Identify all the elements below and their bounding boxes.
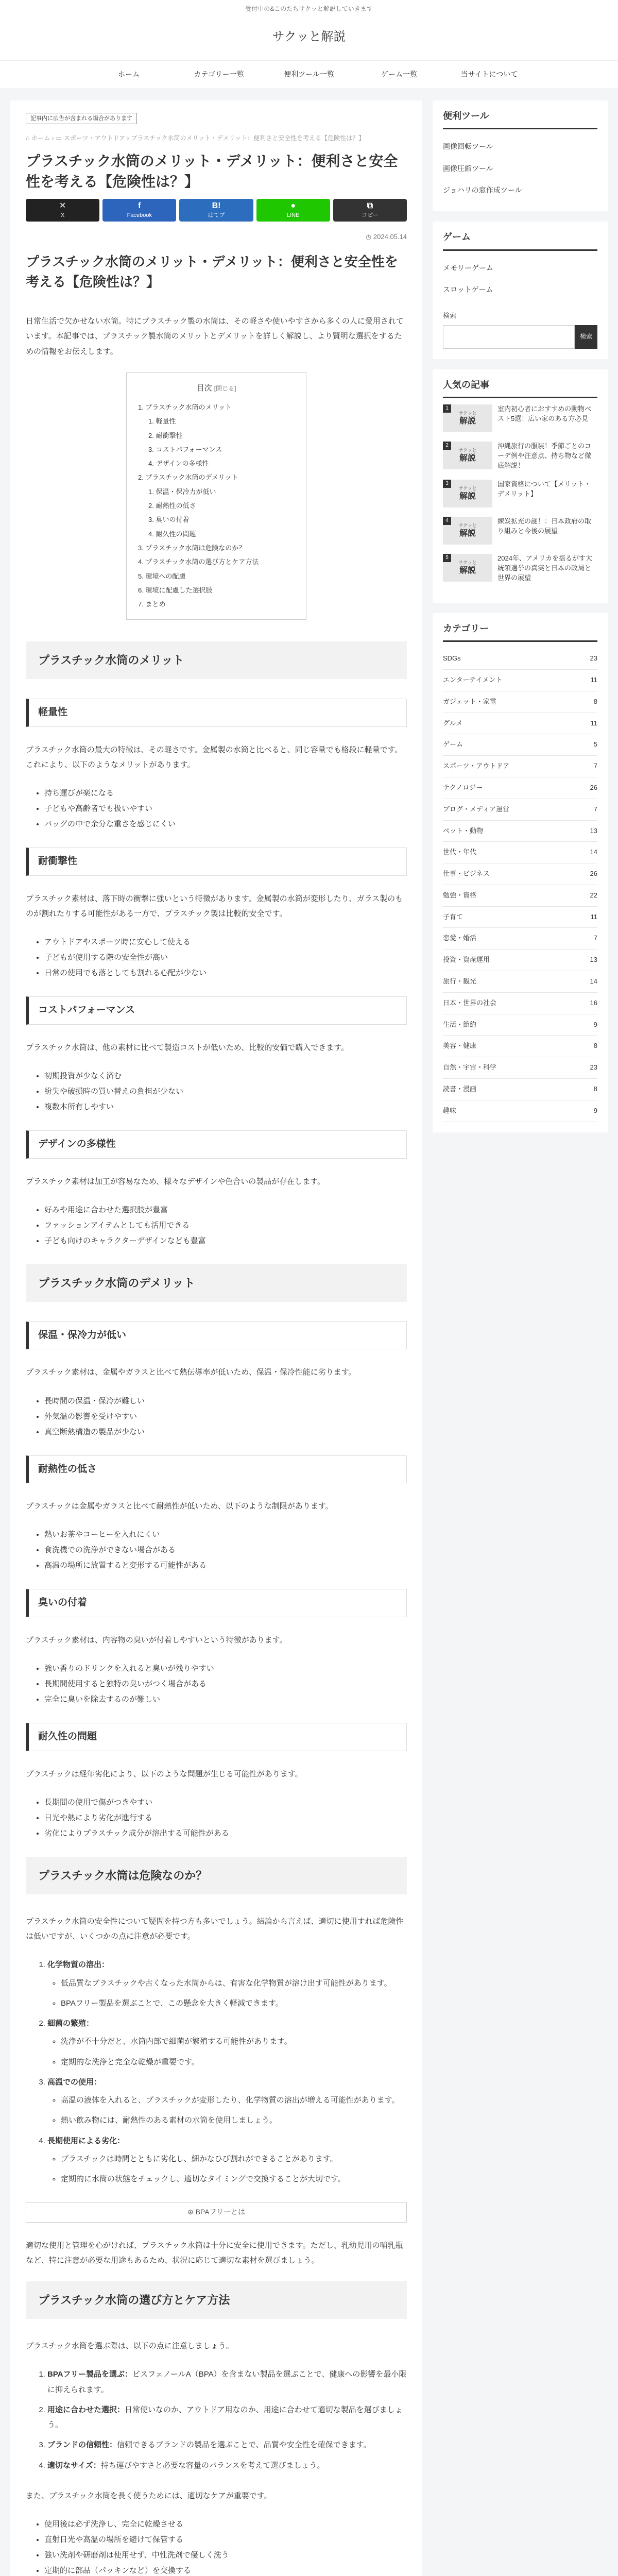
list-item: • 日光や熱により劣化が進行する xyxy=(44,1810,407,1826)
toc-item[interactable]: 4. デザインの多様性 xyxy=(148,460,209,468)
game-link[interactable]: スロットゲーム xyxy=(443,285,493,294)
category-item[interactable] xyxy=(443,907,597,928)
category-name: 仕事・ビジネス xyxy=(443,870,490,878)
toc-item[interactable]: 1. 軽量性 xyxy=(148,417,176,426)
list-item: • 紛失や破損時の買い替えの負担が少ない xyxy=(44,1084,407,1099)
category-count: 8 xyxy=(593,1042,597,1050)
ad-notice: 記事内に広告が含まれる場合があります xyxy=(26,113,137,125)
category-count: 23 xyxy=(590,1063,597,1072)
facebook-icon: f xyxy=(138,201,141,211)
thumbnail: 2 サクッと 解説 xyxy=(443,442,492,469)
toc-item[interactable]: 3. コストパフォーマンス xyxy=(148,445,222,453)
thumbnail: 3 サクッと 解説 xyxy=(443,480,492,507)
popular-item[interactable] xyxy=(443,480,597,507)
share-buttons xyxy=(26,199,407,222)
category-count: 22 xyxy=(590,891,597,899)
subsection-heat: 耐熱性の低さ xyxy=(26,1455,407,1484)
post-heading: プラスチック水筒のメリット・デメリット：便利さと安全性を考える【危険性は？】 xyxy=(26,254,398,290)
nav-item-about[interactable]: 当サイトについて xyxy=(460,70,518,78)
list-item: • ファッションアイテムとしても活用できる xyxy=(44,1218,407,1233)
category-name: 日本・世界の社会 xyxy=(443,998,497,1007)
toc-title: 目次 [閉じる] xyxy=(196,383,236,393)
category-name: 勉強・資格 xyxy=(443,891,477,899)
list-item: • 直射日光や高温の場所を避けて保管する xyxy=(44,2532,407,2548)
rank-badge: 5 xyxy=(443,554,451,562)
category-item[interactable] xyxy=(443,1014,597,1036)
list-item: • 定期的に部品（パッキンなど）を交換する xyxy=(44,2563,407,2576)
list-item: • 使用後は必ず洗浄し、完全に乾燥させる xyxy=(44,2517,407,2532)
nav-item-games[interactable]: ゲーム一覧 xyxy=(381,70,417,78)
share-facebook-button[interactable]: f Facebook xyxy=(102,199,176,222)
category-name: 投資・資産運用 xyxy=(443,956,490,964)
list-item: • 長期間使用すると独特の臭いがつく場合がある xyxy=(44,1676,407,1692)
list-item: 4. 長期使用による劣化： ◦ プラスチックは時間とともに劣化し、細かなひび割れができることがあります。 ◦ 定期的に水筒の状態をチェックし、適切なタイミングで交換することが大切です。 xyxy=(47,2133,407,2187)
list-item: 4. 適切なサイズ：持ち運びやすさと必要な容量のバランスを考えて選びましょう。 xyxy=(47,2458,407,2473)
clock-icon: ◷ xyxy=(365,232,372,241)
popular-title: 2024年、アメリカを揺るがす大統領選挙の真実と日本の政局と世界の展望 xyxy=(497,554,593,582)
tool-link[interactable]: 画像圧縮ツール xyxy=(443,164,493,173)
popular-item[interactable] xyxy=(443,404,597,432)
subsection-design: デザインの多様性 xyxy=(26,1130,407,1159)
category-count: 11 xyxy=(590,675,597,684)
subsection-durability: 耐久性の問題 xyxy=(26,1723,407,1751)
category-count: 13 xyxy=(590,826,597,835)
share-line-button[interactable]: ● LINE xyxy=(256,199,330,222)
toc-item[interactable]: 3. プラスチック水筒は危険なのか？ xyxy=(138,544,246,552)
category-item[interactable] xyxy=(443,1079,597,1100)
category-name: 趣味 xyxy=(443,1106,457,1114)
category-count: 7 xyxy=(593,762,597,770)
section-danger: プラスチック水筒は危険なのか？ xyxy=(26,1857,407,1894)
list-item: • 完全に臭いを除去するのが難しい xyxy=(44,1692,407,1707)
nav-item-categories[interactable]: カテゴリー一覧 xyxy=(194,70,244,78)
widget-title: 人気の記事 xyxy=(443,379,597,398)
list-item: • 初期投資が少なく済む xyxy=(44,1069,407,1084)
section-choose: プラスチック水筒の選び方とケア方法 xyxy=(26,2281,407,2319)
widget-title: カテゴリー xyxy=(443,622,597,642)
popular-item[interactable] xyxy=(443,517,597,545)
list-item: 1. 化学物質の溶出： ◦ 低品質なプラスチックや古くなった水筒からは、有害な化学物質が溶け出す可能性があります。 ◦ BPAフリー製品を選ぶことで、この懸念を大きく軽減できます。 xyxy=(47,1957,407,2011)
toc-item[interactable]: 2. 耐熱性の低さ xyxy=(148,502,196,510)
category-item[interactable] xyxy=(443,1100,597,1122)
category-item[interactable] xyxy=(443,713,597,735)
popular-title: 室内初心者におすすめの動物ベスト5選！広い家のある方必見 xyxy=(497,404,592,422)
list-item: • 真空断熱構造の製品が少ない xyxy=(44,1425,407,1440)
list-item: • 子どもが使用する際の安全性が高い xyxy=(44,950,407,965)
paragraph: プラスチック素材は、金属やガラスと比べて熱伝導率が低いため、保温・保冷性能に劣ります。 xyxy=(26,1368,356,1377)
list-item: • 劣化によりプラスチック成分が溶出する可能性がある xyxy=(44,1826,407,1841)
post-date: ◷ 2024.05.14 xyxy=(365,232,407,241)
category-count: 16 xyxy=(590,998,597,1007)
category-name: ペット・動物 xyxy=(443,826,484,835)
game-link[interactable]: メモリーゲーム xyxy=(443,263,493,272)
list-item: • 子どもや高齢者でも扱いやすい xyxy=(44,801,407,817)
nav-item-tools[interactable]: 便利ツール一覧 xyxy=(284,70,334,78)
main-content xyxy=(10,100,422,2576)
category-name: 世代・年代 xyxy=(443,848,477,856)
toc-item[interactable]: 4. 耐久性の問題 xyxy=(148,530,196,538)
list-item: ◦ 熱い飲み物には、耐熱性のある素材の水筒を使用しましょう。 xyxy=(61,2113,407,2128)
rank-badge: 1 xyxy=(443,404,451,413)
category-name: 自然・宇宙・科学 xyxy=(443,1063,497,1072)
category-item[interactable] xyxy=(443,1057,597,1079)
list-item: 1. BPAフリー製品を選ぶ：ビスフェノールA（BPA）を含まない製品を選ぶことで、健康への影響を最小限に抑えられます。 xyxy=(47,2367,407,2397)
hatena-icon: B! xyxy=(212,201,221,211)
line-icon: ● xyxy=(290,201,296,211)
bullet-list xyxy=(44,1661,407,1707)
category-item[interactable] xyxy=(443,950,597,971)
sidebar xyxy=(433,100,608,2576)
breadcrumb xyxy=(26,133,407,143)
category-item[interactable] xyxy=(443,799,597,821)
subsection-smell: 臭いの付着 xyxy=(26,1589,407,1617)
tool-link[interactable]: ジョハリの窓作成ツール xyxy=(443,185,522,194)
category-name: エンターテイメント xyxy=(443,675,503,684)
category-count: 14 xyxy=(590,977,597,986)
post-title: プラスチック水筒のメリット・デメリット：便利さと安全性を考える【危険性は？】 xyxy=(26,152,398,190)
rank-badge: 4 xyxy=(443,517,451,525)
category-count: 8 xyxy=(593,697,597,705)
category-name: グルメ xyxy=(443,719,463,727)
paragraph: プラスチック素材は、落下時の衝撃に強いという特徴があります。金属製の水筒が変形したり、ガラス製のものが割れたりする可能性がある一方で、プラスチック製は比較的安全です。 xyxy=(26,894,403,919)
category-name: SDGs xyxy=(443,654,461,663)
games-widget xyxy=(433,222,608,359)
list-item: • 外気温の影響を受けやすい xyxy=(44,1409,407,1425)
category-item[interactable] xyxy=(443,928,597,950)
category-item[interactable] xyxy=(443,1036,597,1057)
search-label: 検索 xyxy=(443,312,457,320)
page-container xyxy=(0,88,618,2576)
breadcrumb-current: プラスチック水筒のメリット・デメリット：便利さと安全性を考える【危険性は？】 xyxy=(131,134,365,142)
list-item: ◦ 洗浄が不十分だと、水筒内部で細菌が繁殖する可能性があります。 xyxy=(61,2034,407,2049)
toc-item[interactable]: 2. 耐衝撃性 xyxy=(148,431,183,439)
bullet-list xyxy=(44,1394,407,1440)
list-item: • 強い洗剤や研磨剤は使用せず、中性洗剤で優しく洗う xyxy=(44,2548,407,2563)
tool-link[interactable]: 画像回転ツール xyxy=(443,142,493,151)
numbered-list xyxy=(47,1957,407,2187)
toc-item[interactable]: 7. まとめ xyxy=(138,600,166,608)
category-count: 26 xyxy=(590,783,597,791)
list-item: ◦ プラスチックは時間とともに劣化し、細かなひび割れができることがあります。 xyxy=(61,2151,407,2166)
x-icon: ✕ xyxy=(59,201,66,211)
list-item: 2. 細菌の繁殖： ◦ 洗浄が不十分だと、水筒内部で細菌が繁殖する可能性があります。 ◦ 定期的な洗浄と完全な乾燥が重要です。 xyxy=(47,2016,407,2070)
toc-item[interactable]: 6. 環境に配慮した選択肢 xyxy=(138,586,213,594)
bullet-list xyxy=(44,935,407,981)
category-item[interactable] xyxy=(443,648,597,670)
popular-title: 国家資格について【メリット・デメリット】 xyxy=(497,480,591,498)
widget-title: 便利ツール xyxy=(443,110,597,129)
breadcrumb-category[interactable]: スポーツ・アウトドア xyxy=(63,134,126,142)
category-count: 26 xyxy=(590,870,597,878)
category-item[interactable] xyxy=(443,885,597,907)
popular-item[interactable] xyxy=(443,554,597,583)
search-input[interactable] xyxy=(443,325,575,349)
category-list xyxy=(443,648,597,1122)
bullet-list xyxy=(44,1527,407,1573)
list-item: • 好みや用途に合わせた選択肢が豊富 xyxy=(44,1202,407,1218)
category-item[interactable] xyxy=(443,670,597,691)
paragraph: プラスチックは金属やガラスと比べて耐熱性が低いため、以下のような制限があります。 xyxy=(26,1502,333,1511)
category-name: 旅行・観光 xyxy=(443,977,477,986)
share-copy-button[interactable]: ⧉ コピー xyxy=(333,199,407,222)
category-item[interactable] xyxy=(443,756,597,777)
paragraph: プラスチック水筒は、他の素材に比べて製造コストが低いため、比較的安価で購入できます。 xyxy=(26,1043,349,1052)
toc-toggle[interactable]: [閉じる] xyxy=(214,384,236,392)
list-item: ◦ 高温の液体を入れると、プラスチックが変形したり、化学物質の溶出が増える可能性があります。 xyxy=(61,2093,407,2108)
category-name: 美容・健康 xyxy=(443,1042,477,1050)
category-item[interactable] xyxy=(443,734,597,756)
toc-list xyxy=(138,400,295,611)
subsection-cost: コストパフォーマンス xyxy=(26,996,407,1025)
category-count: 9 xyxy=(593,1106,597,1114)
category-name: ブログ・メディア運営 xyxy=(443,805,509,813)
bullet-list xyxy=(44,1202,407,1249)
toc-item[interactable]: 1. 保温・保冷力が低い xyxy=(148,487,216,496)
paragraph: プラスチック水筒の最大の特徴は、その軽さです。金属製の水筒と比べると、同じ容量でも格段に軽量です。これにより、以下のようなメリットがあります。 xyxy=(26,745,403,770)
chevron-right-icon: › xyxy=(52,134,54,142)
thumbnail: 4 サクッと 解説 xyxy=(443,517,492,545)
site-tagline: 受付中の&このたちサクッと解説していきます xyxy=(245,5,373,12)
tools-widget xyxy=(433,100,608,211)
category-count: 8 xyxy=(593,1085,597,1093)
category-count: 5 xyxy=(593,740,597,749)
popular-title: 練炭拡充の謎！：日本政府の取り組みと今後の展望 xyxy=(497,517,592,535)
thumbnail: 1 サクッと 解説 xyxy=(443,404,492,432)
category-item[interactable] xyxy=(443,777,597,799)
list-item: ◦ 定期的に水筒の状態をチェックし、適切なタイミングで交換することが大切です。 xyxy=(61,2172,407,2187)
category-count: 13 xyxy=(590,956,597,964)
rank-badge: 3 xyxy=(443,480,451,488)
list-item: ◦ 低品質なプラスチックや古くなった水筒からは、有害な化学物質が溶け出す可能性があります。 xyxy=(61,1976,407,1991)
category-count: 9 xyxy=(593,1020,597,1028)
subsection-insulation: 保温・保冷力が低い xyxy=(26,1321,407,1350)
category-count: 23 xyxy=(590,654,597,663)
paragraph: プラスチック水筒を選ぶ際は、以下の点に注意しましょう。 xyxy=(26,2342,234,2351)
list-item: • 複数本所有しやすい xyxy=(44,1099,407,1115)
category-count: 14 xyxy=(590,848,597,856)
bpa-accordion[interactable]: ⊕ BPAフリーとは xyxy=(26,2202,407,2222)
paragraph: プラスチックは経年劣化により、以下のような問題が生じる可能性があります。 xyxy=(26,1769,303,1778)
category-name: 読書・漫画 xyxy=(443,1085,477,1093)
share-x-button[interactable]: ✕ X xyxy=(26,199,99,222)
category-name: 生活・節約 xyxy=(443,1020,477,1028)
category-name: 子育て xyxy=(443,912,464,921)
paragraph: プラスチック水筒の安全性について疑問を持つ方も多いでしょう。結論から言えば、適切に使用すれば危険性は低いですが、いくつかの点に注意が必要です。 xyxy=(26,1917,404,1941)
list-item: • 長時間の保温・保冷が難しい xyxy=(44,1394,407,1409)
section-demerit: プラスチック水筒のデメリット xyxy=(26,1264,407,1302)
category-count: 7 xyxy=(593,805,597,813)
subsection-light: 軽量性 xyxy=(26,699,407,727)
toc-item[interactable]: 4. プラスチック水筒の選び方とケア方法 xyxy=(138,558,259,566)
list-item: • 長期間の使用で傷がつきやすい xyxy=(44,1795,407,1810)
category-item[interactable] xyxy=(443,971,597,993)
list-item: • 食洗機での洗浄ができない場合がある xyxy=(44,1543,407,1558)
widget-title: ゲーム xyxy=(443,231,597,250)
site-title[interactable]: サクッと解説 xyxy=(272,30,346,44)
list-item: 2. 用途に合わせた選択：日常使いなのか、アウトドア用なのか、用途に合わせて適切な製品を選びましょう。 xyxy=(47,2402,407,2433)
popular-item[interactable] xyxy=(443,442,597,471)
toc-item[interactable]: 3. 臭いの付着 xyxy=(148,516,190,524)
list-item: ◦ BPAフリー製品を選ぶことで、この懸念を大きく軽減できます。 xyxy=(61,1996,407,2011)
section-merit: プラスチック水筒のメリット xyxy=(26,641,407,679)
paragraph: また、プラスチック水筒を長く使うためには、適切なケアが重要です。 xyxy=(26,2491,272,2500)
intro-text: 日常生活で欠かせない水筒。特にプラスチック製の水筒は、その軽さや使いやすさから多くの人に愛用されています。本記事では、プラスチック製水筒のメリットとデメリットを詳しく解説し、より賢明な選択をするための情報をお伝えします。 xyxy=(26,317,404,356)
rank-badge: 2 xyxy=(443,442,451,450)
paragraph: プラスチック素材は加工が容易なため、様々なデザインや色合いの製品が存在します。 xyxy=(26,1177,325,1186)
list-item: 3. ブランドの信頼性：信頼できるブランドの製品を選ぶことで、品質や安全性を確保できます。 xyxy=(47,2437,407,2452)
category-item[interactable] xyxy=(443,863,597,885)
search-button[interactable]: 検索 xyxy=(575,325,597,349)
bullet-list xyxy=(44,1069,407,1115)
folder-icon: ▭ xyxy=(56,134,62,142)
popular-list xyxy=(443,404,597,583)
toc-item[interactable]: 1. プラスチック水筒のメリット xyxy=(138,403,232,411)
list-item: • バッグの中で余分な重さを感じにくい xyxy=(44,817,407,832)
category-name: ガジェット・家電 xyxy=(443,697,496,705)
popular-widget xyxy=(433,369,608,603)
list-item: • アウトドアやスポーツ時に安心して使える xyxy=(44,935,407,950)
categories-widget xyxy=(433,613,608,1132)
chevron-right-icon: › xyxy=(127,134,129,142)
toc-item[interactable]: 2. プラスチック水筒のデメリット xyxy=(138,473,238,482)
list-item: • 子ども向けのキャラクターデザインなども豊富 xyxy=(44,1233,407,1249)
category-item[interactable] xyxy=(443,821,597,842)
toc-item[interactable]: 5. 環境への配慮 xyxy=(138,572,186,580)
search-form xyxy=(443,325,597,349)
breadcrumb-home[interactable]: ホーム xyxy=(31,134,50,142)
category-name: スポーツ・アウトドア xyxy=(443,762,510,770)
paragraph: プラスチック素材は、内容物の臭いが付着しやすいという特徴があります。 xyxy=(26,1635,287,1645)
category-count: 7 xyxy=(593,934,597,942)
category-count: 11 xyxy=(590,719,597,727)
list-item: ◦ 定期的な洗浄と完全な乾燥が重要です。 xyxy=(61,2055,407,2070)
bullet-list xyxy=(44,1795,407,1841)
category-count: 11 xyxy=(590,912,597,921)
paragraph: 適切な使用と管理を心がければ、プラスチック水筒は十分に安全に使用できます。ただし、乳幼児用の哺乳瓶など、特に注意が必要な用途もあるため、状況に応じて適切な素材を選びましょう。 xyxy=(26,2241,403,2265)
bullet-list xyxy=(44,2517,407,2576)
list-item: • 熱いお茶やコーヒーを入れにくい xyxy=(44,1527,407,1543)
list-item: • 高温の場所に放置すると変形する可能性がある xyxy=(44,1558,407,1573)
plus-icon: ⊕ xyxy=(187,2208,194,2216)
copy-icon: ⧉ xyxy=(367,201,373,211)
global-nav xyxy=(0,60,618,88)
list-item: • 持ち運びが楽になる xyxy=(44,786,407,801)
numbered-list xyxy=(47,2367,407,2473)
nav-item-home[interactable]: ホーム xyxy=(118,70,140,78)
category-item[interactable] xyxy=(443,691,597,713)
popular-title: 沖縄旅行の服装！季節ごとのコーデ例や注意点、持ち物など徹底解説！ xyxy=(497,442,592,469)
category-item[interactable] xyxy=(443,993,597,1014)
bullet-list xyxy=(44,786,407,832)
list-item: • 強い香りのドリンクを入れると臭いが残りやすい xyxy=(44,1661,407,1676)
category-name: 恋愛・婚活 xyxy=(443,934,477,942)
share-hatena-button[interactable]: B! はてブ xyxy=(179,199,253,222)
site-header xyxy=(0,0,618,88)
table-of-contents xyxy=(126,372,306,620)
list-item: • 日常の使用でも落としても割れる心配が少ない xyxy=(44,965,407,981)
category-name: テクノロジー xyxy=(443,783,483,791)
category-item[interactable] xyxy=(443,842,597,863)
list-item: 3. 高温での使用： ◦ 高温の液体を入れると、プラスチックが変形したり、化学物質の溶出が増える可能性があります。 ◦ 熱い飲み物には、耐熱性のある素材の水筒を使用しましょう。 xyxy=(47,2075,407,2128)
subsection-impact: 耐衝撃性 xyxy=(26,848,407,876)
home-icon: ⌂ xyxy=(26,134,30,142)
thumbnail: 5 サクッと 解説 xyxy=(443,554,492,582)
category-name: ゲーム xyxy=(443,740,464,749)
